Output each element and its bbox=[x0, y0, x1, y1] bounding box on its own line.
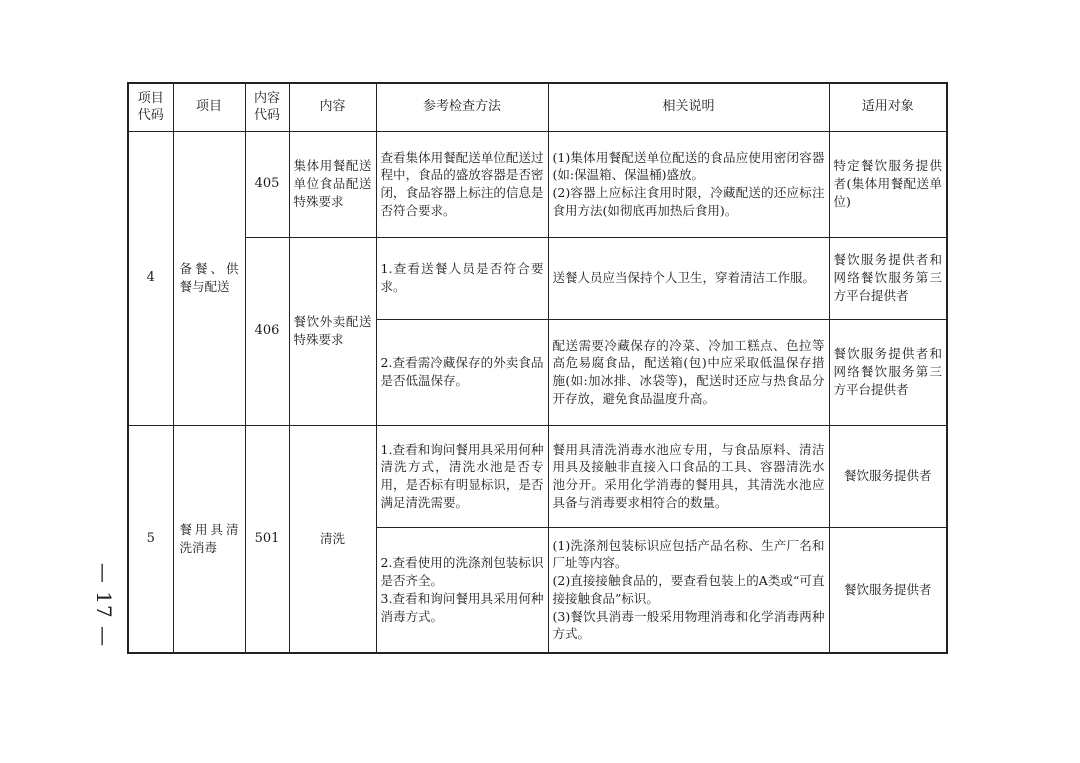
content-cell: 清洗 bbox=[289, 425, 376, 653]
content-code-cell: 405 bbox=[245, 131, 289, 237]
item-cell: 备餐、供餐与配送 bbox=[173, 131, 245, 425]
target-cell: 餐饮服务提供者和网络餐饮服务第三方平台提供者 bbox=[829, 319, 947, 425]
notes-cell: 配送需要冷藏保存的冷菜、冷加工糕点、色拉等高危易腐食品，配送箱(包)中应采取低温保存措施(如:加冰排、冰袋等)，配送时还应与热食品分开存放，避免食品温度升高。 bbox=[548, 319, 829, 425]
header-method: 参考检查方法 bbox=[376, 83, 548, 131]
notes-cell: 送餐人员应当保持个人卫生，穿着清洁工作服。 bbox=[548, 237, 829, 319]
table-row bbox=[128, 237, 947, 319]
content-code-cell: 501 bbox=[245, 425, 289, 653]
table-row bbox=[128, 425, 947, 527]
header-notes: 相关说明 bbox=[548, 83, 829, 131]
item-code-cell: 5 bbox=[128, 425, 173, 653]
content-cell: 餐饮外卖配送特殊要求 bbox=[289, 237, 376, 425]
target-cell: 餐饮服务提供者和网络餐饮服务第三方平台提供者 bbox=[829, 237, 947, 319]
header-content-code: 内容 代码 bbox=[245, 83, 289, 131]
item-cell: 餐用具清洗消毒 bbox=[173, 425, 245, 653]
content-cell: 集体用餐配送单位食品配送特殊要求 bbox=[289, 131, 376, 237]
notes-cell: 餐用具清洗消毒水池应专用，与食品原料、清洁用具及接触非直接入口食品的工具、容器清洗水池分开。采用化学消毒的餐用具，其清洗水池应具备与消毒要求相符合的数量。 bbox=[548, 425, 829, 527]
target-cell: 餐饮服务提供者 bbox=[829, 527, 947, 653]
method-cell: 查看集体用餐配送单位配送过程中，食品的盛放容器是否密闭，食品容器上标注的信息是否符合要求。 bbox=[376, 131, 548, 237]
table-row bbox=[128, 131, 947, 237]
target-cell: 餐饮服务提供者 bbox=[829, 425, 947, 527]
header-item-code: 项目 代码 bbox=[128, 83, 173, 131]
inspection-table bbox=[127, 82, 948, 654]
table-header-row bbox=[128, 83, 947, 131]
method-cell: 1.查看和询问餐用具采用何种清洗方式，清洗水池是否专用，是否标有明显标识，是否满足清洗需要。 bbox=[376, 425, 548, 527]
item-code-cell: 4 bbox=[128, 131, 173, 425]
header-target: 适用对象 bbox=[829, 83, 947, 131]
page-number bbox=[84, 562, 124, 648]
method-cell: 2.查看使用的洗涤剂包装标识是否齐全。 3.查看和询问餐用具采用何种消毒方式。 bbox=[376, 527, 548, 653]
header-content: 内容 bbox=[289, 83, 376, 131]
content-code-cell: 406 bbox=[245, 237, 289, 425]
notes-cell: (1)洗涤剂包装标识应包括产品名称、生产厂名和厂址等内容。 (2)直接接触食品的，要查看包装上的A类或“可直接接触食品”标识。 (3)餐饮具消毒一般采用物理消毒和化学消毒两种方式。 bbox=[548, 527, 829, 653]
target-cell: 特定餐饮服务提供者(集体用餐配送单位) bbox=[829, 131, 947, 237]
notes-cell: (1)集体用餐配送单位配送的食品应使用密闭容器(如:保温箱、保温桶)盛放。 (2)容器上应标注食用时限，冷藏配送的还应标注食用方法(如彻底再加热后食用)。 bbox=[548, 131, 829, 237]
method-cell: 2.查看需冷藏保存的外卖食品是否低温保存。 bbox=[376, 319, 548, 425]
page-number-text: — 17 — bbox=[92, 562, 117, 648]
header-item: 项目 bbox=[173, 83, 245, 131]
method-cell: 1.查看送餐人员是否符合要求。 bbox=[376, 237, 548, 319]
